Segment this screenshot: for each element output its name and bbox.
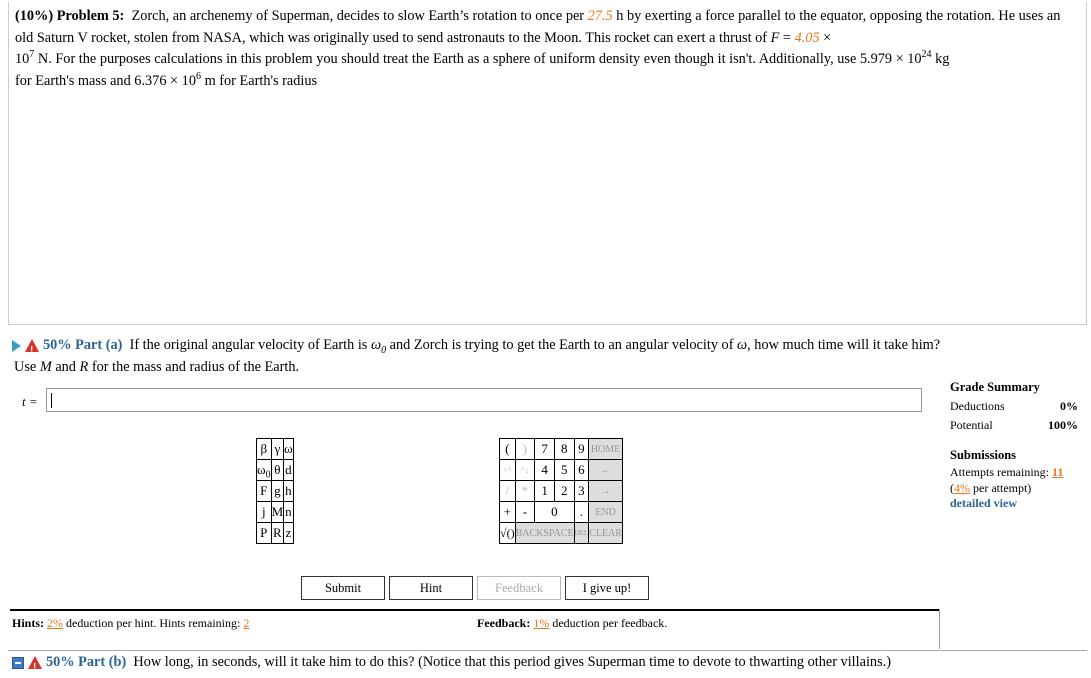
force-variable: F [770, 29, 780, 46]
key-divide[interactable]: / [500, 481, 516, 502]
force-value: 4.05 [794, 29, 820, 46]
part-b-question: How long, in seconds, will it take him to do this? (Notice that this period gives Superman time to devote to thwarting other villains.) [133, 654, 891, 670]
part-a-question-2: and Zorch is trying to get the Earth to an angular velocity of [389, 337, 734, 353]
key-backspace[interactable]: BACKSPACE [515, 523, 574, 544]
hints-info [12, 616, 249, 631]
omega0-symbol [370, 337, 387, 356]
key-end[interactable]: END [589, 502, 623, 523]
per-attempt-line [950, 481, 1031, 496]
omega0-subscript: 0 [381, 344, 387, 356]
key-omega0-letter: ω [257, 462, 266, 477]
feedback-text: deduction per feedback. [552, 616, 668, 630]
key-omega[interactable]: ω [284, 439, 294, 460]
key-z[interactable]: z [284, 523, 294, 544]
exponent-24: 24 [921, 49, 932, 61]
key-1[interactable]: 1 [535, 481, 555, 502]
key-d[interactable]: d [284, 460, 294, 481]
attempts-line [950, 465, 1063, 480]
key-theta[interactable]: θ [271, 460, 284, 481]
part-a-label: 50% Part (a) [43, 337, 123, 353]
key-j[interactable]: j [257, 502, 272, 523]
problem-label: (10%) Problem 5: [15, 8, 125, 24]
key-2[interactable]: 2 [554, 481, 574, 502]
grade-summary [950, 380, 1078, 433]
mass-symbol: M [39, 359, 52, 375]
key-6[interactable]: 6 [574, 460, 589, 481]
key-9[interactable]: 9 [574, 439, 589, 460]
key-del[interactable]: DEL [574, 523, 589, 544]
key-P[interactable]: P [257, 523, 272, 544]
warning-icon [28, 656, 42, 669]
problem-statement [15, 6, 1081, 92]
problem-text-6: for Earth's mass and 6.376 × 10 [15, 72, 196, 89]
key-n[interactable]: n [284, 502, 294, 523]
problem-text-3: rotation. He uses an old Saturn V rocket, stolen from NASA, which was originally used to send astronauts to the Moon. This rocket can exert a thrust of [15, 8, 1061, 46]
part-a-question-1: If the original angular velocity of Earth is [129, 337, 368, 353]
exponent-6: 6 [195, 70, 201, 82]
key-0[interactable]: 0 [535, 502, 574, 523]
deductions-value: 0% [1060, 399, 1078, 413]
potential-label: Potential [950, 418, 993, 432]
key-5[interactable]: 5 [554, 460, 574, 481]
part-b-header [12, 652, 891, 673]
key-left-arrow[interactable]: ← [589, 460, 623, 481]
key-g[interactable]: g [271, 481, 284, 502]
key-8[interactable]: 8 [554, 439, 574, 460]
deductions-label: Deductions [950, 399, 1005, 413]
radius-symbol: R [79, 359, 89, 375]
feedback-button[interactable]: Feedback [477, 576, 561, 600]
key-sqrt[interactable]: √() [500, 523, 516, 544]
key-minus[interactable]: - [515, 502, 535, 523]
submissions-title: Submissions [950, 448, 1017, 462]
key-beta[interactable]: β [257, 439, 272, 460]
hint-deduction-pct: 2% [47, 616, 64, 630]
open-paren: ( [950, 481, 954, 495]
part-a-question-3: , how much time will it take him? [747, 337, 941, 353]
text-caret [51, 393, 52, 408]
problem-panel [8, 2, 1087, 325]
detailed-view-link[interactable]: detailed view [950, 496, 1017, 510]
answer-label: t = [22, 394, 38, 409]
problem-text-7: m for Earth's radius [204, 72, 318, 89]
omega0-letter: ω [370, 337, 382, 353]
and-text: and [55, 359, 76, 375]
problem-text-5: kg [935, 51, 950, 67]
key-R[interactable]: R [271, 523, 284, 544]
key-right-arrow[interactable]: → [589, 481, 623, 502]
problem-text-1: Zorch, an archenemy of Superman, decides to slow Earth’s rotation to once per [131, 8, 585, 24]
feedback-label: Feedback: [477, 616, 531, 630]
problem-text-4: N. For the purposes calculations in this problem you should treat the Earth as a sphere of uniform density even though it isn't. Additionally, use 5.979 × 10 [37, 51, 922, 67]
period-value: 27.5 [587, 8, 613, 24]
hints-remaining: 2 [243, 616, 250, 630]
part-b-divider [8, 650, 1087, 651]
key-close-paren[interactable]: ) [515, 439, 535, 460]
divider [939, 609, 940, 649]
potential-row [950, 418, 1078, 433]
key-4[interactable]: 4 [535, 460, 555, 481]
key-F[interactable]: F [257, 481, 272, 502]
feedback-info [477, 616, 667, 631]
feedback-deduction-pct: 1% [533, 616, 550, 630]
part-a-line2 [14, 357, 299, 378]
answer-input[interactable] [46, 388, 922, 412]
deductions-row [950, 399, 1078, 414]
key-multiply[interactable]: * [515, 481, 535, 502]
key-home[interactable]: HOME [589, 439, 623, 460]
key-open-paren[interactable]: ( [500, 439, 516, 460]
warning-icon [25, 339, 39, 352]
part-b-label: 50% Part (b) [46, 654, 127, 670]
per-attempt-text: per attempt) [973, 481, 1032, 495]
collapse-icon[interactable] [12, 657, 24, 669]
grade-summary-title: Grade Summary [950, 380, 1040, 394]
variable-keys [256, 438, 294, 544]
give-up-button[interactable]: I give up! [565, 576, 649, 600]
times-sign: × [819, 29, 832, 46]
key-superscript[interactable]: ↑^ [500, 460, 516, 481]
key-3[interactable]: 3 [574, 481, 589, 502]
key-h[interactable]: h [284, 481, 294, 502]
key-7[interactable]: 7 [535, 439, 555, 460]
equals-sign: = [779, 29, 795, 46]
exponent-7: 7 [29, 49, 35, 61]
key-omega0-sub: 0 [265, 469, 271, 481]
hints-feedback-bar [10, 609, 939, 649]
problem-text-2: h by exerting a force parallel to the equator, opposing the [616, 8, 944, 24]
attempts-value: 11 [1051, 465, 1064, 479]
hint-button[interactable]: Hint [389, 576, 473, 600]
hints-label: Hints: [12, 616, 45, 630]
potential-value: 100% [1048, 418, 1078, 432]
key-gamma[interactable]: γ [271, 439, 284, 460]
part-a-line2-text: for the mass and radius of the Earth. [91, 359, 300, 375]
key-plus[interactable]: + [500, 502, 516, 523]
part-a-header [12, 335, 940, 356]
key-M[interactable]: M [271, 502, 284, 523]
key-clear[interactable]: CLEAR [589, 523, 623, 544]
key-decimal[interactable]: . [574, 502, 589, 523]
hints-text: deduction per hint. Hints remaining: [66, 616, 241, 630]
ten-base: 10 [15, 51, 30, 67]
per-attempt-pct: 4% [954, 481, 970, 495]
omega-symbol: ω [737, 337, 748, 353]
key-subscript[interactable]: ^↓ [515, 460, 535, 481]
math-keys [499, 438, 623, 544]
use-text: Use [14, 359, 37, 375]
key-omega0[interactable] [257, 460, 272, 481]
attempts-label: Attempts remaining: [950, 465, 1049, 479]
expand-play-icon[interactable] [12, 340, 21, 352]
submit-button[interactable]: Submit [301, 576, 385, 600]
